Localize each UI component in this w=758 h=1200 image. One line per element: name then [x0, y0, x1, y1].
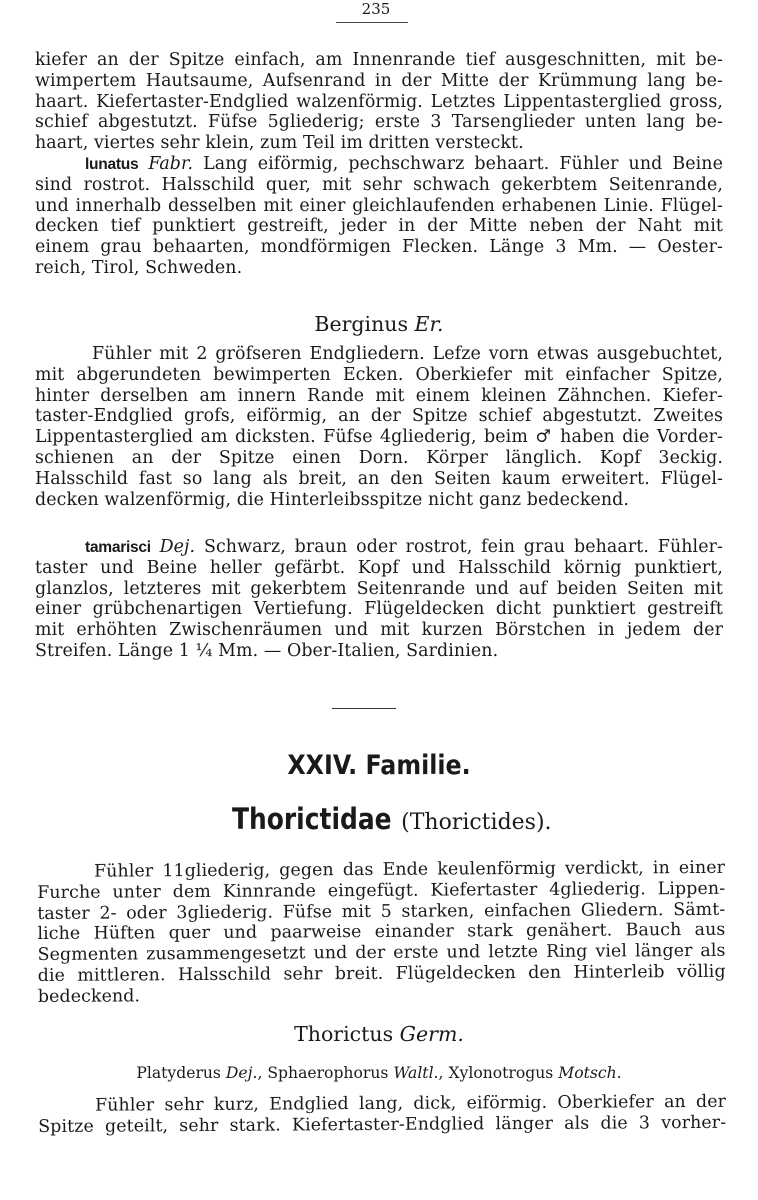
text-line: schief abgestutzt. Füfse 5gliederig; erste 3 Tarsenglieder unten lang be-	[35, 112, 723, 133]
text-line: einer grübchenartigen Vertiefung. Flügeldecken dicht punktiert gestreift	[35, 599, 723, 620]
species-text: Schwarz, braun oder rostrot, fein grau behaart. Fühler-	[195, 537, 723, 557]
family-heading: XXIV. Familie.	[287, 750, 471, 781]
text-line: sind rostrot. Halsschild quer, mit sehr schwach gekerbtem Seitenrande,	[35, 174, 723, 195]
genus-synonyms: Platyderus Dej., Sphaerophorus Waltl., Xylonotrogus Motsch.	[136, 1064, 622, 1082]
text-line: liche Hüften quer und paarweise einander stark genähert. Bauch aus	[37, 920, 726, 945]
text-line: kiefer an der Spitze einfach, am Innenrande tief ausgeschnitten, mit be-	[35, 50, 723, 70]
genus-description-thorictus	[38, 1092, 726, 1138]
family-title	[0, 802, 758, 836]
species-first-line	[35, 537, 723, 558]
section-divider	[332, 708, 396, 709]
text-line: schienen an der Spitze einen Dorn. Körper länglich. Kopf 3eckig.	[35, 447, 723, 468]
text-line: einem grau behaarten, mondförmigen Flecken. Länge 3 Mm. — Oester-	[35, 237, 723, 258]
text-line: wimpertem Hautsaume, Aufsenrand in der Mitte der Krümmung lang be-	[35, 70, 723, 91]
genus-author: Germ.	[399, 1022, 464, 1046]
text-line: mit erhöhten Zwischenräumen und mit kurzen Börstchen in jedem der	[35, 620, 723, 641]
text-line: mit abgerundeten bewimperten Ecken. Oberkiefer mit einfacher Spitze,	[35, 364, 723, 385]
text-line: Spitze geteilt, sehr stark. Kiefertaster-Endglied länger als die 3 vorher-	[38, 1112, 727, 1137]
text-line: haart. Kiefertaster-Endglied walzenförmig. Letztes Lippentasterglied gross,	[35, 91, 723, 112]
text-line: taster 2- oder 3gliederig. Füfse mit 5 starken, einfachen Gliedern. Sämt-	[37, 899, 726, 924]
family-description	[37, 858, 726, 1008]
text-line: Fühler 11gliederig, gegen das Ende keulenförmig verdickt, in einer	[93, 857, 726, 882]
genus-heading-thorictus	[0, 1022, 758, 1046]
species-first-line	[35, 154, 723, 175]
text-line: Segmenten zusammengesetzt und der erste und letzte Ring viel länger als	[37, 940, 726, 966]
genus-author: Er.	[414, 312, 444, 336]
text-line: glanzlos, letzteres mit gekerbtem Seitenrande und auf beiden Seiten mit	[35, 578, 723, 599]
species-author: Fabr.	[148, 154, 194, 174]
text-line: Halsschild fast so lang als breit, an den Seiten kaum erweitert. Flügel-	[35, 468, 723, 489]
species-author: Dej.	[159, 537, 196, 557]
synonym-name: Sphaerophorus	[267, 1064, 389, 1082]
text-line: haart, viertes sehr klein, zum Teil im dritten versteckt.	[35, 133, 524, 154]
genus-name: Berginus	[314, 312, 409, 336]
species-entry-tamarisci	[35, 537, 723, 662]
text-line: Fühler sehr kurz, Endglied lang, dick, eiförmig. Oberkiefer an der	[94, 1091, 727, 1116]
text-line: Furche unter dem Kinnrande eingefügt. Kiefertaster 4gliederig. Lippen-	[37, 878, 726, 903]
text-line: Lippentasterglied am dicksten. Füfse 4gliederig, beim ♂ haben die Vorder-	[35, 427, 723, 448]
text-line: Fühler mit 2 gröfseren Endgliedern. Lefze vorn etwas ausgebuchtet,	[92, 344, 723, 364]
family-name: Thorictidae	[232, 802, 393, 836]
text-line: decken tief punktiert gestreift, jeder in der Mitte neben der Naht mit	[35, 216, 723, 237]
page-number: 235	[361, 0, 391, 18]
synonym-author: Dej.	[225, 1064, 258, 1082]
synonym-name: Xylonotrogus	[448, 1064, 554, 1082]
genus-description-berginus	[35, 344, 723, 510]
synonym-author: Waltl.	[393, 1064, 439, 1082]
text-line: taster-Endglied grofs, eiförmig, an der Spitze schief abgestutzt. Zweites	[35, 406, 723, 427]
genus-heading-berginus	[0, 312, 758, 336]
species-entry-lunatus	[35, 154, 723, 279]
synonym-author: Motsch.	[558, 1064, 622, 1082]
text-line: reich, Tirol, Schweden.	[35, 257, 243, 278]
continuation-paragraph	[35, 50, 723, 154]
family-alt-name: (Thorictides).	[401, 810, 552, 835]
text-line: bedeckend.	[37, 986, 141, 1007]
text-line: decken walzenförmig, die Hinterleibsspitze nicht ganz bedeckend.	[35, 489, 630, 510]
text-line: die mittleren. Halsschild sehr breit. Flügeldecken den Hinterleib völlig	[37, 961, 726, 986]
text-line: taster und Beine heller gefärbt. Kopf und Halsschild körnig punktiert,	[35, 557, 723, 578]
text-line: und innerhalb desselben mit einer gleichlaufenden erhabenen Linie. Flügel-	[35, 195, 723, 216]
text-line: hinter derselben am innern Rande mit einem kleinen Zähnchen. Kiefer-	[35, 385, 723, 406]
text-line: Streifen. Länge 1 ¼ Mm. — Ober-Italien, Sardinien.	[35, 640, 499, 661]
genus-name: Thorictus	[294, 1022, 394, 1046]
species-text: Lang eiförmig, pechschwarz behaart. Fühler und Beine	[193, 154, 723, 174]
species-name: tamarisci	[85, 539, 151, 556]
page-number-rule	[336, 22, 408, 23]
species-name: lunatus	[85, 156, 139, 173]
synonym-name: Platyderus	[136, 1064, 221, 1082]
